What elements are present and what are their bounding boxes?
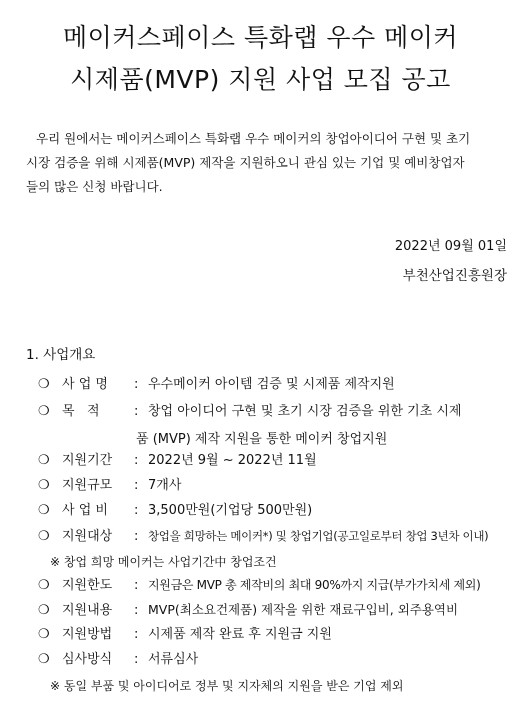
item-value: 2022년 9월 ~ 2022년 11월 [148, 453, 317, 468]
item-value: MVP(최소요건제품) 제작을 위한 재료구입비, 외주용역비 [148, 602, 459, 617]
circle-bullet-icon: ❍ [38, 503, 50, 518]
overview-item-purpose: ❍ 목 적 : 창업 아이디어 구현 및 초기 시장 검증을 위한 기초 시제 [38, 402, 461, 422]
item-value: 지원금은 MVP 총 제작비의 최대 90%까지 지급(부가가치세 제외) [148, 578, 481, 592]
item-label: 지원방법 [62, 627, 113, 642]
item-label: 심사방식 [62, 652, 113, 667]
note-founding-condition: ※ 창업 희망 메이커는 사업기간中 창업조건 [50, 555, 277, 569]
announcement-date: 2022년 09월 01일 [394, 239, 507, 254]
overview-item-scale: ❍ 지원규모 : 7개사 [38, 476, 181, 496]
item-value: 7개사 [148, 478, 182, 493]
circle-bullet-icon: ❍ [38, 578, 50, 593]
overview-item-content: ❍ 지원내용 : MVP(최소요건제품) 제작을 위한 재료구입비, 외주용역비 [38, 600, 458, 621]
circle-bullet-icon: ❍ [38, 529, 50, 544]
circle-bullet-icon: ❍ [38, 453, 50, 468]
item-label: 사 업 명 [62, 377, 108, 392]
item-value: 우수메이커 아이템 검증 및 시제품 제작지원 [148, 377, 395, 392]
circle-bullet-icon: ❍ [38, 603, 50, 618]
circle-bullet-icon: ❍ [38, 478, 50, 493]
organization-name: 부천산업진흥원장 [402, 268, 507, 284]
circle-bullet-icon: ❍ [38, 377, 50, 392]
circle-bullet-icon: ❍ [38, 404, 50, 419]
item-value: 창업 아이디어 구현 및 초기 시장 검증을 위한 기초 시제 [148, 404, 462, 419]
item-label: 지원내용 [62, 603, 113, 618]
overview-item-period: ❍ 지원기간 : 2022년 9월 ~ 2022년 11월 [38, 451, 317, 471]
intro-line-1: 우리 원에서는 메이커스페이스 특화랩 우수 메이커의 창업아이디어 구현 및 초기 [36, 131, 471, 146]
title-line-2: 시제품(MVP) 지원 사업 모집 공고 [70, 65, 451, 94]
note-exclusion: ※ 동일 부품 및 아이디어로 정부 및 지자체의 지원을 받은 기업 제외 [50, 679, 404, 693]
overview-item-method: ❍ 지원방법 : 시제품 제작 완료 후 지원금 지원 [38, 625, 332, 645]
item-value: 3,500만원(기업당 500만원) [148, 503, 313, 518]
intro-line-2: 시장 검증을 위해 시제품(MVP) 제작을 지원하오니 관심 있는 기업 및 예비창업자 [26, 155, 465, 170]
circle-bullet-icon: ❍ [38, 627, 50, 642]
item-label: 사 업 비 [62, 503, 108, 518]
overview-item-budget: ❍ 사 업 비 : 3,500만원(기업당 500만원) [38, 501, 312, 521]
overview-item-project-name: ❍ 사 업 명 : 우수메이커 아이템 검증 및 시제품 제작지원 [38, 375, 395, 395]
item-label: 지원기간 [62, 453, 113, 468]
circle-bullet-icon: ❍ [38, 652, 50, 667]
overview-item-limit: ❍ 지원한도 : 지원금은 MVP 총 제작비의 최대 90%까지 지급(부가가치세 제외) [38, 575, 480, 596]
item-label: 목 적 [62, 404, 100, 419]
intro-paragraph [26, 127, 508, 199]
item-value: 서류심사 [148, 652, 199, 667]
item-label: 지원대상 [62, 529, 113, 544]
item-value: 창업을 희망하는 메이커*) 및 창업기업(공고일로부터 창업 3년차 이내) [148, 529, 489, 543]
overview-item-target: ❍ 지원대상 : 창업을 희망하는 메이커*) 및 창업기업(공고일로부터 창업 3년차 이내) [38, 526, 488, 547]
title-line-1: 메이커스페이스 특화랩 우수 메이커 [62, 23, 459, 52]
item-value: 시제품 제작 완료 후 지원금 지원 [148, 627, 332, 642]
item-label: 지원규모 [62, 478, 113, 493]
item-value-continuation: 품 (MVP) 제작 지원을 통한 메이커 창업지원 [136, 432, 388, 447]
overview-item-review: ❍ 심사방식 : 서류심사 [38, 650, 198, 670]
section-heading: 1. 사업개요 [26, 347, 96, 363]
item-label: 지원한도 [62, 578, 113, 593]
intro-line-3: 들의 많은 신청 바랍니다. [26, 179, 163, 194]
